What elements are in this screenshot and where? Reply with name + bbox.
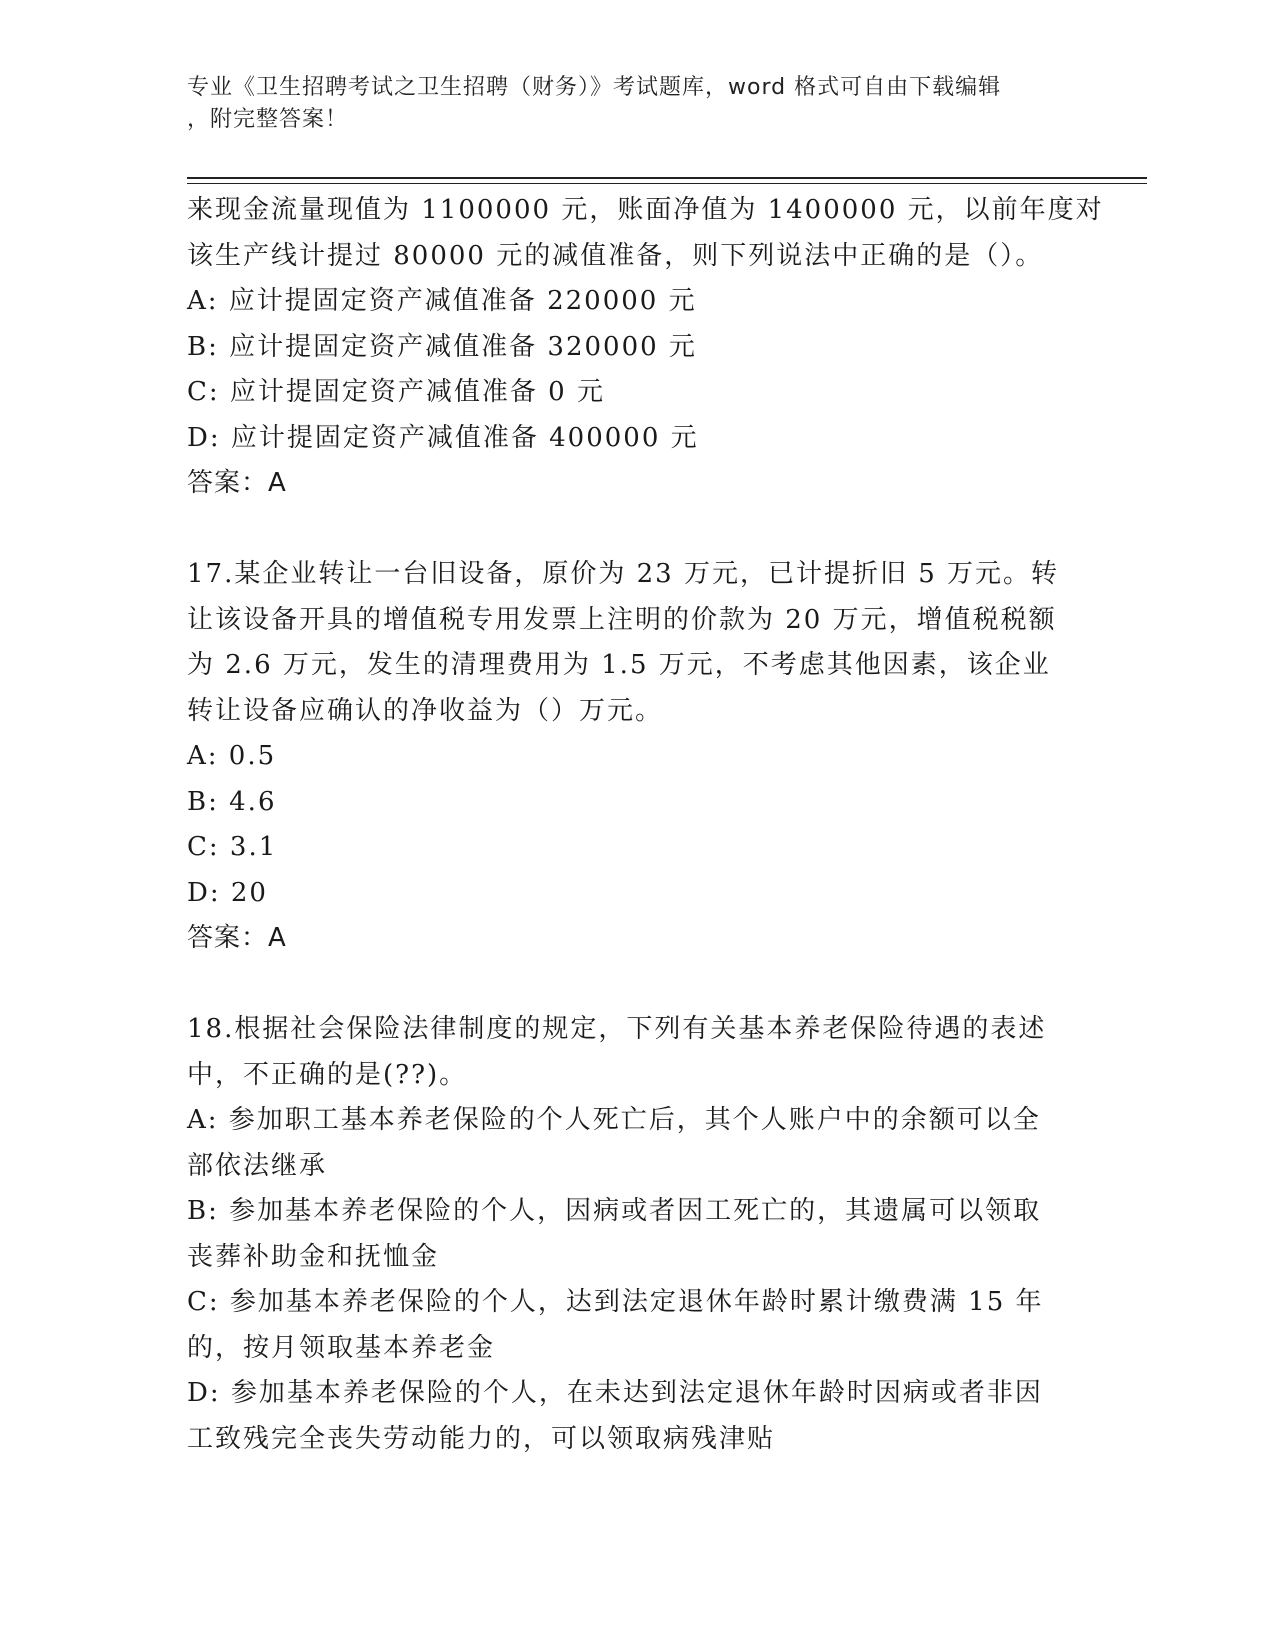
question-text-line: 该生产线计提过 80000 元的减值准备，则下列说法中正确的是（）。 bbox=[187, 240, 1044, 271]
document-body bbox=[187, 188, 1104, 1462]
option-d: D: 参加基本养老保险的个人，在未达到法定退休年龄时因病或者非因 bbox=[187, 1378, 1043, 1408]
question-18 bbox=[187, 1007, 1087, 1462]
question-text-line: 转让设备应确认的净收益为（）万元。 bbox=[187, 695, 664, 726]
option-c: C: 应计提固定资产减值准备 0 元 bbox=[187, 377, 605, 407]
option-d: D: 20 bbox=[187, 877, 268, 908]
header-rule-thick bbox=[187, 177, 1147, 179]
document-header bbox=[187, 72, 1067, 136]
option-a-continued: 部依法继承 bbox=[187, 1150, 328, 1181]
question-text-line: 18.根据社会保险法律制度的规定，下列有关基本养老保险待遇的表述 bbox=[187, 1014, 1047, 1044]
option-a: A: 应计提固定资产减值准备 220000 元 bbox=[187, 286, 697, 316]
option-b: B: 应计提固定资产减值准备 320000 元 bbox=[187, 331, 697, 362]
answer-label: 答案：A bbox=[187, 923, 287, 953]
spacer bbox=[187, 507, 1087, 553]
option-b: B: 4.6 bbox=[187, 786, 277, 817]
option-d-continued: 工致残完全丧失劳动能力的，可以领取病残津贴 bbox=[187, 1423, 776, 1454]
option-d: D: 应计提固定资产减值准备 400000 元 bbox=[187, 422, 699, 453]
answer-label: 答案：A bbox=[187, 468, 287, 498]
question-text-line: 中，不正确的是(??)。 bbox=[187, 1059, 468, 1090]
header-line-1: 专业《卫生招聘考试之卫生招聘（财务）》考试题库，word 格式可自由下载编辑 bbox=[187, 75, 1002, 100]
question-17 bbox=[187, 552, 1087, 962]
option-c: C: 3.1 bbox=[187, 832, 278, 862]
question-text-line: 让该设备开具的增值税专用发票上注明的价款为 20 万元，增值税税额 bbox=[187, 604, 1057, 635]
option-a: A: 0.5 bbox=[187, 741, 277, 771]
spacer bbox=[187, 962, 1087, 1008]
header-rule-thin bbox=[187, 183, 1147, 184]
option-c: C: 参加基本养老保险的个人，达到法定退休年龄时累计缴费满 15 年 bbox=[187, 1287, 1044, 1317]
option-b-continued: 丧葬补助金和抚恤金 bbox=[187, 1241, 440, 1272]
option-c-continued: 的，按月领取基本养老金 bbox=[187, 1332, 496, 1363]
question-16-continuation bbox=[187, 188, 1104, 507]
question-text-line: 17.某企业转让一台旧设备，原价为 23 万元，已计提折旧 5 万元。转 bbox=[187, 559, 1060, 589]
question-text-line: 为 2.6 万元，发生的清理费用为 1.5 万元，不考虑其他因素，该企业 bbox=[187, 650, 1051, 680]
header-line-2: ，附完整答案！ bbox=[187, 107, 349, 132]
question-text-line: 来现金流量现值为 1100000 元，账面净值为 1400000 元，以前年度对 bbox=[187, 195, 1104, 225]
option-a: A: 参加职工基本养老保险的个人死亡后，其个人账户中的余额可以全 bbox=[187, 1105, 1041, 1135]
option-b: B: 参加基本养老保险的个人，因病或者因工死亡的，其遗属可以领取 bbox=[187, 1196, 1042, 1226]
